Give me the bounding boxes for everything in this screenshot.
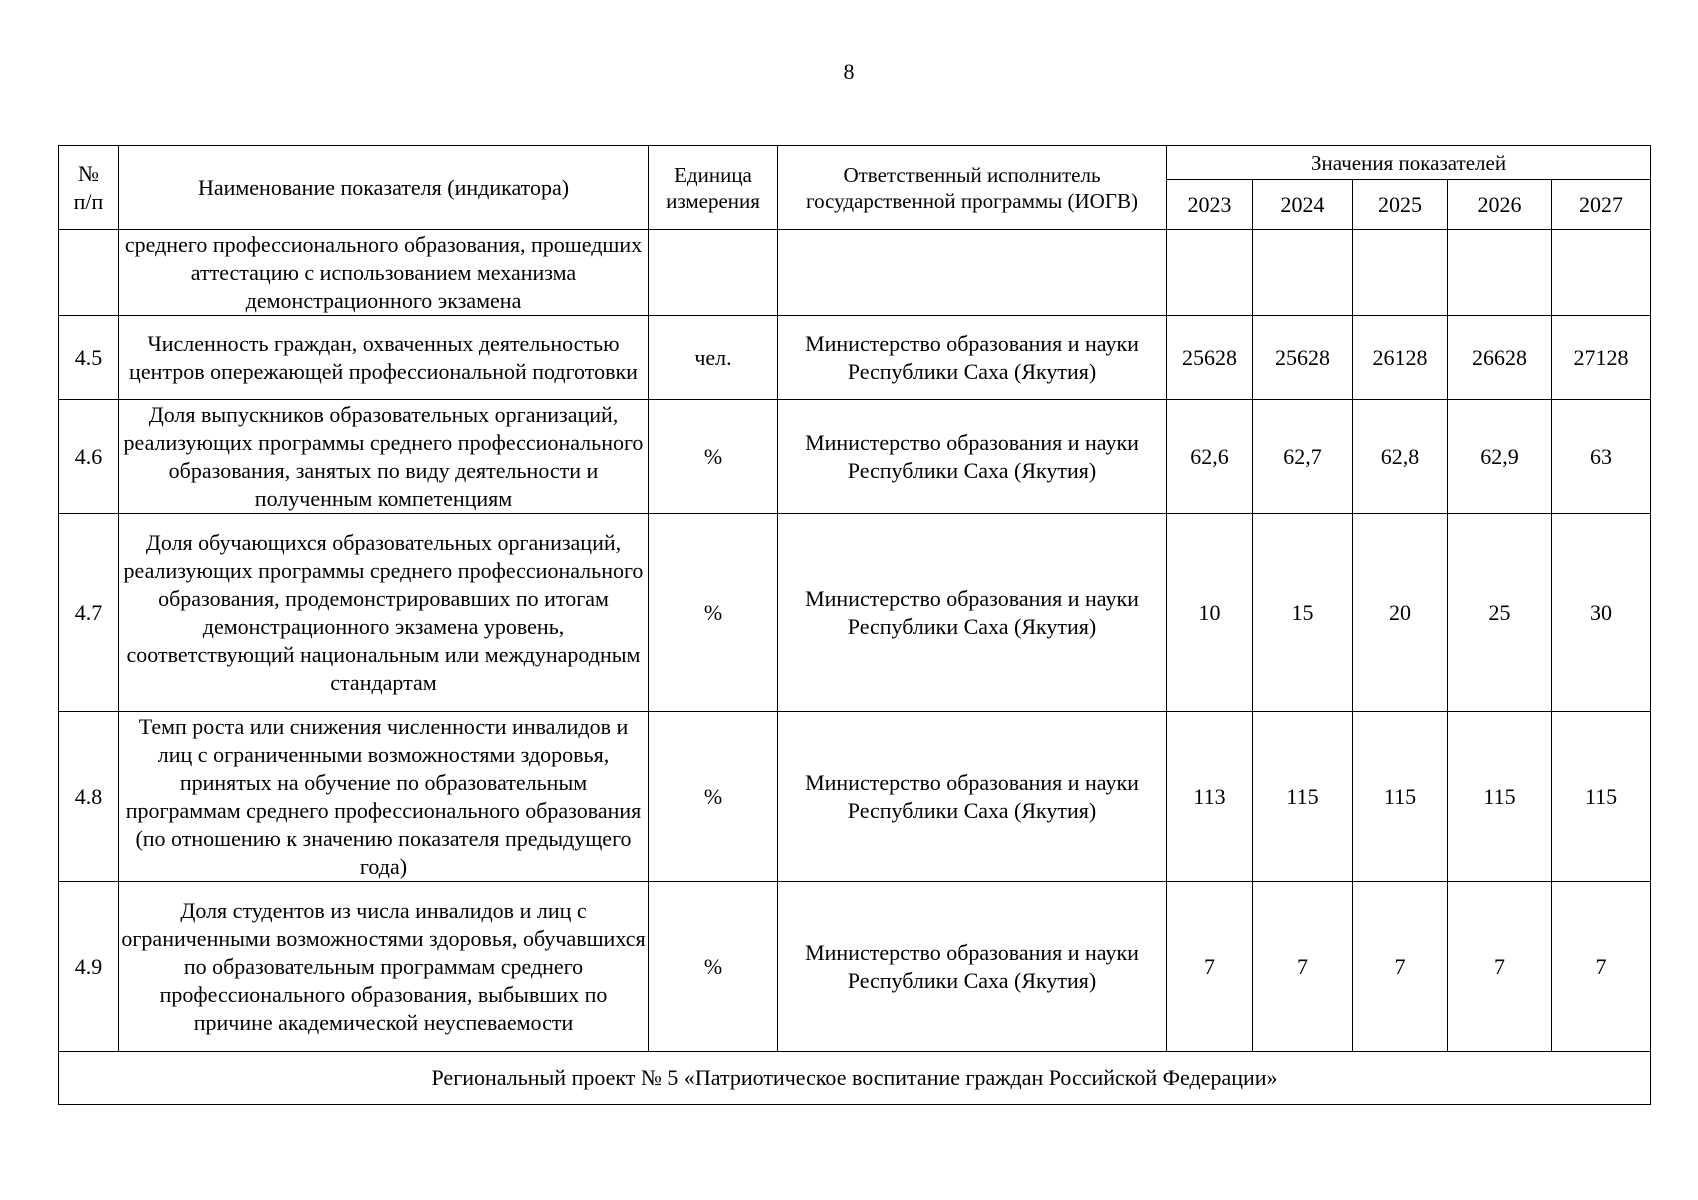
row-value-2026: 115: [1448, 712, 1552, 882]
row-executor: [778, 230, 1167, 316]
table-row: [59, 230, 1651, 316]
row-unit: %: [649, 400, 778, 514]
row-name: среднего профессионального образования, прошедших аттестацию с использованием механизма демонстрационного экзамена: [119, 230, 649, 316]
header-executor: Ответственный исполнитель государственной программы (ИОГВ): [778, 146, 1167, 230]
row-executor: Министерство образования и науки Республики Саха (Якутия): [778, 514, 1167, 712]
section-title: Региональный проект № 5 «Патриотическое воспитание граждан Российской Федерации»: [59, 1052, 1651, 1105]
header-year-2025: 2025: [1353, 180, 1448, 230]
row-value-2023: 113: [1167, 712, 1253, 882]
header-unit: Единица измерения: [649, 146, 778, 230]
row-value-2026: 7: [1448, 882, 1552, 1052]
row-num: 4.8: [59, 712, 119, 882]
row-value-2023: 25628: [1167, 316, 1253, 400]
table-body: [59, 230, 1651, 1105]
row-unit: [649, 230, 778, 316]
table-header: [59, 146, 1651, 230]
row-value-2025: [1353, 230, 1448, 316]
row-value-2025: 20: [1353, 514, 1448, 712]
row-value-2024: 7: [1253, 882, 1353, 1052]
row-unit: %: [649, 514, 778, 712]
row-value-2024: 15: [1253, 514, 1353, 712]
page-number: 8: [843, 59, 855, 84]
row-value-2024: 25628: [1253, 316, 1353, 400]
row-value-2025: 26128: [1353, 316, 1448, 400]
row-value-2024: 62,7: [1253, 400, 1353, 514]
row-value-2026: 62,9: [1448, 400, 1552, 514]
row-executor: Министерство образования и науки Республики Саха (Якутия): [778, 712, 1167, 882]
row-value-2023: 62,6: [1167, 400, 1253, 514]
header-name: Наименование показателя (индикатора): [119, 146, 649, 230]
row-executor: Министерство образования и науки Республики Саха (Якутия): [778, 882, 1167, 1052]
row-value-2026: 25: [1448, 514, 1552, 712]
row-value-2025: 115: [1353, 712, 1448, 882]
row-value-2027: 7: [1552, 882, 1651, 1052]
row-name: Доля студентов из числа инвалидов и лиц с ограниченными возможностями здоровья, обучавшихся по образовательным программам среднего профессионального образования, выбывших по причине академической неуспеваемости: [119, 882, 649, 1052]
table-row: [59, 882, 1651, 1052]
row-value-2024: 115: [1253, 712, 1353, 882]
row-value-2025: 7: [1353, 882, 1448, 1052]
row-value-2027: 27128: [1552, 316, 1651, 400]
row-name: Доля обучающихся образовательных организаций, реализующих программы среднего профессионального образования, продемонстрировавших по итогам демонстрационного экзамена уровень, соответствующий национальным или международным стандартам: [119, 514, 649, 712]
row-num: 4.6: [59, 400, 119, 514]
header-values-group: Значения показателей: [1167, 146, 1651, 180]
row-value-2027: 115: [1552, 712, 1651, 882]
indicators-table: [58, 145, 1651, 1105]
row-value-2023: 10: [1167, 514, 1253, 712]
row-value-2026: 26628: [1448, 316, 1552, 400]
row-num: 4.9: [59, 882, 119, 1052]
header-year-2026: 2026: [1448, 180, 1552, 230]
header-num: № п/п: [59, 146, 119, 230]
table-row: [59, 316, 1651, 400]
row-executor: Министерство образования и науки Республики Саха (Якутия): [778, 316, 1167, 400]
table-row: [59, 712, 1651, 882]
table-row: [59, 514, 1651, 712]
row-value-2027: 30: [1552, 514, 1651, 712]
row-value-2023: [1167, 230, 1253, 316]
header-year-2024: 2024: [1253, 180, 1353, 230]
header-year-2023: 2023: [1167, 180, 1253, 230]
row-value-2027: [1552, 230, 1651, 316]
row-num: 4.5: [59, 316, 119, 400]
row-unit: %: [649, 712, 778, 882]
row-value-2023: 7: [1167, 882, 1253, 1052]
header-year-2027: 2027: [1552, 180, 1651, 230]
row-num: 4.7: [59, 514, 119, 712]
row-num: [59, 230, 119, 316]
row-name: Доля выпускников образовательных организаций, реализующих программы среднего профессионального образования, занятых по виду деятельности и полученным компетенциям: [119, 400, 649, 514]
row-value-2024: [1253, 230, 1353, 316]
row-name: Темп роста или снижения численности инвалидов и лиц с ограниченными возможностями здоровья, принятых на обучение по образовательным программам среднего профессионального образования (по отношению к значению показателя предыдущего года): [119, 712, 649, 882]
table-row: [59, 400, 1651, 514]
row-value-2026: [1448, 230, 1552, 316]
row-unit: чел.: [649, 316, 778, 400]
row-executor: Министерство образования и науки Республики Саха (Якутия): [778, 400, 1167, 514]
row-value-2027: 63: [1552, 400, 1651, 514]
row-value-2025: 62,8: [1353, 400, 1448, 514]
row-name: Численность граждан, охваченных деятельностью центров опережающей профессиональной подготовки: [119, 316, 649, 400]
row-unit: %: [649, 882, 778, 1052]
section-row: [59, 1052, 1651, 1105]
